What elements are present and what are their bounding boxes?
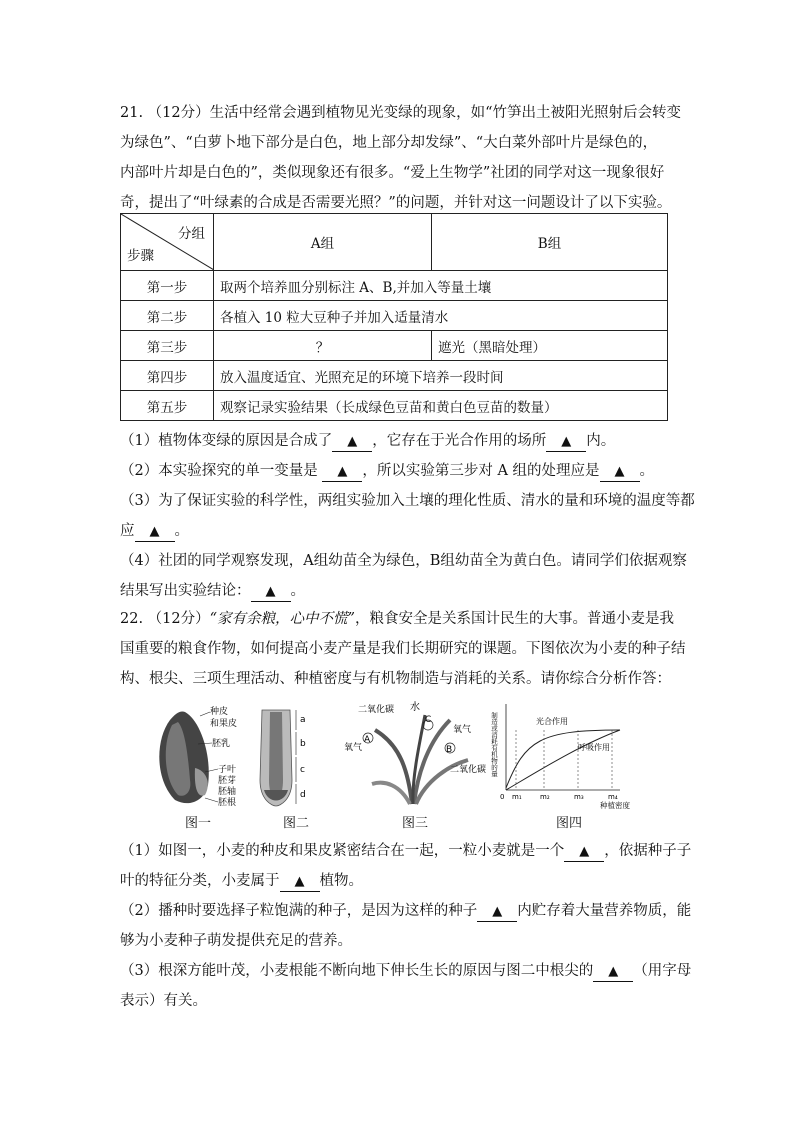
q21-sub3-cont xyxy=(120,516,672,546)
fig4-tick: m₁ xyxy=(512,793,522,801)
fig1-label: 子叶 xyxy=(218,765,237,775)
fig2-label: b xyxy=(300,739,306,749)
text: 结果写出实验结论： xyxy=(120,583,251,599)
fig3-label: 二氧化碳 xyxy=(358,705,395,715)
text: （1）如图一，小麦的种皮和果皮紧密结合在一起，一粒小麦就是一个 xyxy=(120,843,565,859)
table-row xyxy=(121,361,668,391)
table-row xyxy=(121,331,668,361)
fig4-respiration-curve xyxy=(506,730,620,790)
q21-line: 21. （12分）生活中经常会遇到植物见光变绿的现象，如“竹笋出土被阳光照射后会转变 xyxy=(120,105,682,121)
text: ，依据种子子 xyxy=(604,843,692,859)
experiment-table xyxy=(120,213,668,421)
fig3-label: C xyxy=(425,715,432,725)
q21-sub3: （3）为了保证实验的科学性，两组实验加入土壤的理化性质、清水的量和环境的温度等都 xyxy=(120,493,695,509)
step-text: 取两个培养皿分别标注 A、B,并加入等量土壤 xyxy=(214,271,668,301)
triangle-icon: ▲ xyxy=(337,464,348,479)
fig3-label: 二氧化碳 xyxy=(450,765,487,775)
fig2-label: d xyxy=(300,790,306,800)
q22-line2: 国重要的粮食作物，如何提高小麦产量是我们长期研究的课题。下图依次为小麦的种子结 xyxy=(120,641,686,657)
text: ，它存在于光合作用的场所 xyxy=(372,433,547,449)
fig4-tick: m₃ xyxy=(574,793,584,801)
q21-sub1 xyxy=(120,426,672,456)
figures-strip xyxy=(150,700,650,810)
q21-line: 奇，提出了“叶绿素的合成是否需要光照？”的问题，并针对这一问题设计了以下实验。 xyxy=(120,195,672,211)
fig4-tick: m₄ xyxy=(608,793,618,801)
triangle-icon: ▲ xyxy=(492,904,503,919)
answer-blank[interactable] xyxy=(332,432,372,452)
step-cell: 第五步 xyxy=(121,391,214,421)
triangle-icon: ▲ xyxy=(579,844,590,859)
fig3-wheat-plant xyxy=(344,700,486,804)
triangle-icon: ▲ xyxy=(265,584,276,599)
fig4-curve1-label: 光合作用 xyxy=(536,717,568,726)
triangle-icon: ▲ xyxy=(149,524,160,539)
fig1-label: 胚根 xyxy=(218,798,237,808)
answer-blank[interactable] xyxy=(251,582,291,602)
text: （1）植物体变绿的原因是合成了 xyxy=(120,433,333,449)
q21-sub4: （4）社团的同学观察发现，A组幼苗全为绿色，B组幼苗全为黄白色。请同学们依据观察 xyxy=(120,553,687,569)
q22-intro xyxy=(120,604,686,694)
text: 。 xyxy=(174,523,189,539)
q22-sub3 xyxy=(120,956,692,986)
fig1-caption: 图一 xyxy=(185,816,212,831)
fig4-tick: 0 xyxy=(500,793,505,801)
answer-blank[interactable] xyxy=(322,462,362,482)
q22-sub1-cont xyxy=(120,866,672,896)
fig3-label: 氧气 xyxy=(344,743,363,753)
fig1-label: 和果皮 xyxy=(210,719,238,729)
text: （2）播种时要选择子粒饱满的种子，是因为这样的种子 xyxy=(120,903,478,919)
fig4-caption: 图四 xyxy=(556,816,583,831)
q22-sub2 xyxy=(120,896,692,926)
triangle-icon: ▲ xyxy=(614,464,625,479)
text: （2）本实验探究的单一变量是 xyxy=(120,463,323,479)
text: 。 xyxy=(639,463,655,479)
q22-sub1 xyxy=(120,836,692,866)
fig2-label: a xyxy=(300,715,306,725)
text: 22. （12分） xyxy=(120,611,210,627)
q21-line: 内部叶片却是白色的”，类似现象还有很多。“爱上生物学”社团的同学对这一现象很好 xyxy=(120,165,665,181)
answer-blank[interactable] xyxy=(546,432,586,452)
triangle-icon: ▲ xyxy=(347,434,358,449)
fig1-label: 胚芽 xyxy=(218,776,237,786)
step-cell: 第四步 xyxy=(121,361,214,391)
fig1-wheat-seed xyxy=(159,705,237,808)
q22-sub3-cont: 表示）有关。 xyxy=(120,993,207,1009)
table-header-corner xyxy=(121,214,214,271)
fig4-tick: m₂ xyxy=(540,793,550,801)
text: 植物。 xyxy=(319,873,363,889)
q21-subquestions xyxy=(120,426,695,606)
quote: “家有余粮，心中不慌” xyxy=(209,611,355,627)
text: （3）根深方能叶茂，小麦根能不断向地下伸长生长的原因与图二中根尖的 xyxy=(120,963,594,979)
step-text: 观察记录实验结果（长成绿色豆苗和黄白色豆苗的数量） xyxy=(214,391,668,421)
header-col-b: B组 xyxy=(432,214,668,271)
fig3-caption: 图三 xyxy=(402,816,429,831)
fig2-label: c xyxy=(300,765,305,775)
fig1-label: 种皮 xyxy=(210,707,229,717)
fig4-xlabel: 种植密度 xyxy=(600,801,630,810)
table-row xyxy=(121,271,668,301)
fig4-ylabel: 制造或消耗有机物的量 xyxy=(490,712,498,777)
fig3-label: 水 xyxy=(410,702,420,713)
q21-sub2 xyxy=(120,456,672,486)
step-cell: 第一步 xyxy=(121,271,214,301)
fig2-caption: 图二 xyxy=(283,816,310,831)
step-a-cell: ？ xyxy=(214,331,432,361)
fig3-label: A xyxy=(364,735,371,745)
q21-sub4-cont xyxy=(120,576,672,606)
fig4-curve2-label: 呼吸作用 xyxy=(578,743,610,752)
fig2-root-tip xyxy=(260,710,306,806)
q22-sub2-cont: 够为小麦种子萌发提供充足的营养。 xyxy=(120,933,352,949)
triangle-icon: ▲ xyxy=(561,434,572,449)
answer-blank[interactable] xyxy=(280,872,320,892)
table-row xyxy=(121,301,668,331)
text: ，粮食安全是关系国计民生的大事。普通小麦是我 xyxy=(354,611,674,627)
answer-blank[interactable] xyxy=(477,902,517,922)
q22-line1 xyxy=(120,604,672,634)
q21-intro xyxy=(120,98,682,218)
answer-blank[interactable] xyxy=(135,522,175,542)
triangle-icon: ▲ xyxy=(608,964,619,979)
fig3-label: B xyxy=(446,745,453,755)
fig3-label: 氧气 xyxy=(453,725,472,735)
step-b-cell: 遮光（黑暗处理） xyxy=(432,331,668,361)
text: 内。 xyxy=(586,433,616,449)
q22-subquestions xyxy=(120,836,692,1016)
text: 叶的特征分类，小麦属于 xyxy=(120,873,280,889)
q22-line3: 构、根尖、三项生理活动、种植密度与有机物制造与消耗的关系。请你综合分析作答： xyxy=(120,671,671,687)
answer-blank[interactable] xyxy=(600,462,640,482)
step-cell: 第三步 xyxy=(121,331,214,361)
text: ，所以实验第三步对 A 组的处理应是 xyxy=(362,463,600,479)
answer-blank[interactable] xyxy=(564,842,604,862)
text: 。 xyxy=(290,583,305,599)
fig1-label: 胚轴 xyxy=(218,787,237,797)
step-cell: 第二步 xyxy=(121,301,214,331)
step-text: 各植入 10 粒大豆种子并加入适量清水 xyxy=(214,301,668,331)
header-group: 分组 xyxy=(178,226,205,242)
fig1-label: 胚乳 xyxy=(212,739,231,749)
step-text: 放入温度适宜、光照充足的环境下培养一段时间 xyxy=(214,361,668,391)
answer-blank[interactable] xyxy=(593,962,633,982)
q21-line: 为绿色”、“白萝卜地下部分是白色，地上部分却发绿”、“大白菜外部叶片是绿色的， xyxy=(120,135,658,151)
header-col-a: A组 xyxy=(214,214,432,271)
fig4-chart xyxy=(490,704,630,810)
triangle-icon: ▲ xyxy=(294,874,305,889)
text: （用字母 xyxy=(633,963,692,979)
text: 应 xyxy=(120,523,135,539)
header-step: 步骤 xyxy=(127,248,154,264)
text: 内贮存着大量营养物质，能 xyxy=(517,903,692,919)
table-row xyxy=(121,391,668,421)
